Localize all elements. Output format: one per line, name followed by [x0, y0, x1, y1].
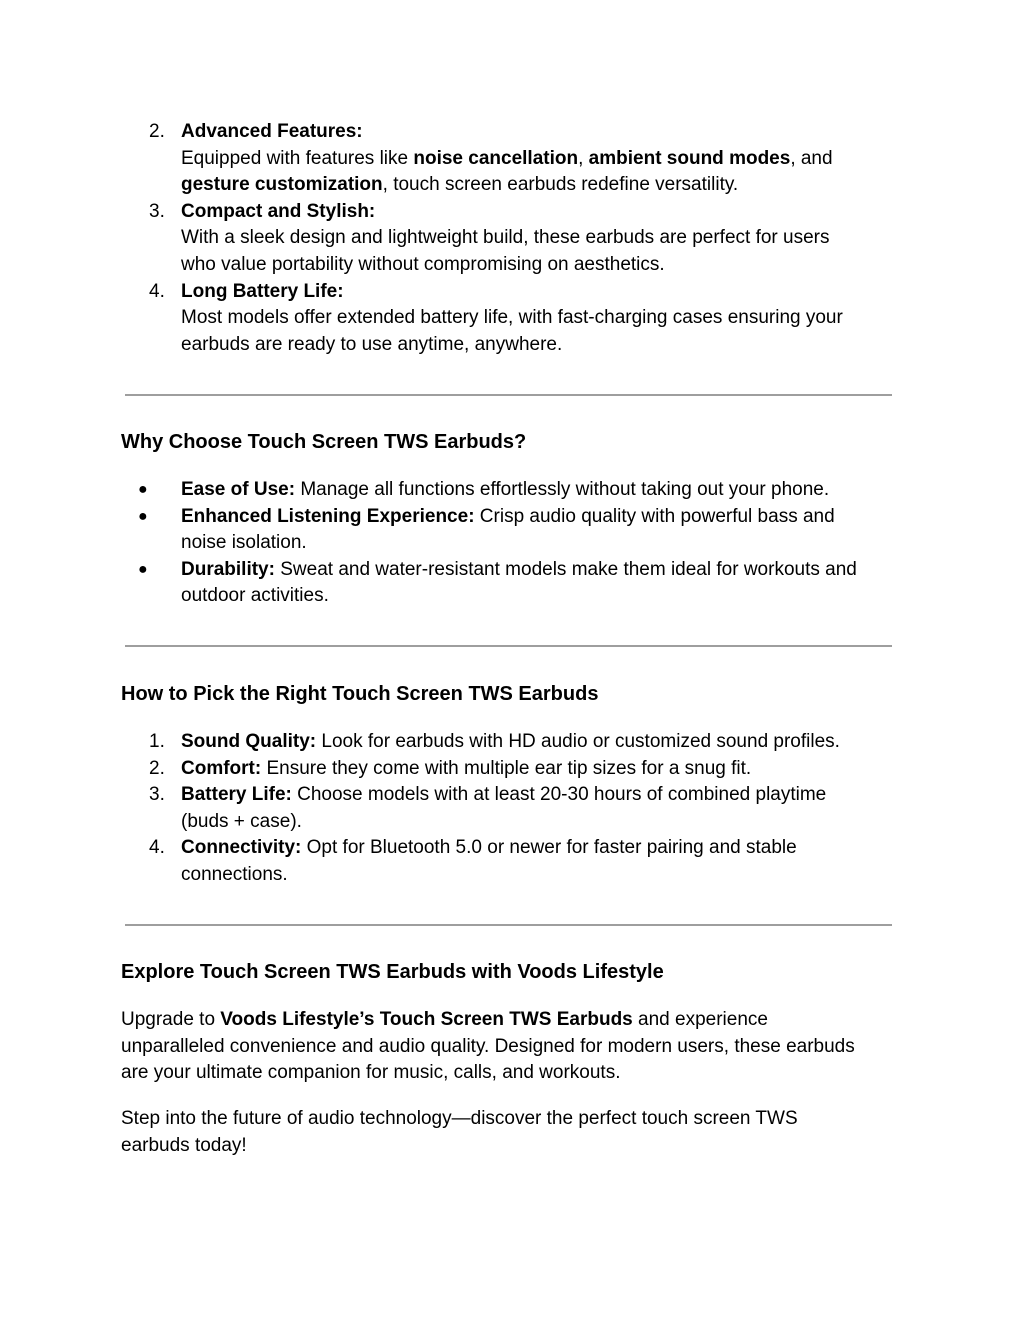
list-item — [121, 557, 901, 610]
item-label: Battery Life: — [181, 784, 292, 806]
paragraph-text: and experience — [632, 1009, 768, 1030]
list-item — [121, 835, 901, 888]
how-to-pick-list — [121, 729, 901, 889]
list-item — [121, 782, 901, 835]
feature-text: who value portability without compromising on aesthetics. — [181, 253, 665, 275]
list-item — [121, 729, 901, 756]
bullet-icon: ● — [138, 507, 148, 525]
list-number: 4. — [149, 837, 165, 859]
list-item — [121, 756, 901, 783]
feature-bold-text: ambient sound modes — [588, 147, 791, 169]
feature-title: Advanced Features: — [181, 121, 363, 142]
feature-bold-text: gesture customization — [181, 174, 383, 196]
feature-text: Equipped with features like — [181, 147, 414, 169]
horizontal-divider — [125, 924, 892, 926]
feature-text: earbuds are ready to use anytime, anywhere. — [181, 333, 563, 355]
item-label: Connectivity: — [181, 837, 302, 859]
item-label: Enhanced Listening Experience: — [181, 505, 475, 527]
feature-title: Long Battery Life: — [181, 280, 344, 302]
section-heading: Explore Touch Screen TWS Earbuds with Voods Lifestyle — [121, 961, 664, 983]
feature-text: Most models offer extended battery life, with fast-charging cases ensuring your — [181, 307, 843, 329]
list-number: 1. — [149, 731, 165, 752]
feature-text: With a sleek design and lightweight build, these earbuds are perfect for users — [181, 227, 830, 249]
item-label: Durability: — [181, 558, 275, 580]
item-text: (buds + case). — [181, 810, 302, 832]
list-number: 3. — [149, 784, 165, 806]
section-heading: How to Pick the Right Touch Screen TWS Earbuds — [121, 683, 599, 705]
paragraph-text: Upgrade to — [121, 1009, 221, 1030]
list-number: 4. — [149, 280, 165, 302]
list-number: 2. — [149, 757, 165, 779]
item-text: Ensure they come with multiple ear tip sizes for a snug fit. — [261, 757, 752, 779]
item-text: Sweat and water-resistant models make them ideal for workouts and — [274, 558, 857, 580]
closing-paragraph — [121, 1106, 901, 1159]
item-text: Crisp audio quality with powerful bass and — [474, 505, 835, 527]
bullet-icon: ● — [138, 560, 148, 578]
item-label: Ease of Use: — [181, 479, 296, 500]
item-text: Choose models with at least 20-30 hours of combined playtime — [291, 784, 827, 806]
feature-bold-text: noise cancellation — [413, 147, 579, 169]
item-label: Sound Quality: — [181, 731, 317, 752]
item-label: Comfort: — [181, 757, 262, 779]
section-heading: Why Choose Touch Screen TWS Earbuds? — [121, 431, 527, 453]
features-list — [121, 119, 901, 358]
feature-text: , and — [790, 147, 833, 169]
feature-title: Compact and Stylish: — [181, 200, 376, 222]
list-item — [121, 119, 901, 199]
item-text: Opt for Bluetooth 5.0 or newer for faster pairing and stable — [301, 837, 797, 859]
list-item — [121, 279, 901, 359]
list-number: 3. — [149, 200, 165, 222]
feature-text: , touch screen earbuds redefine versatility. — [382, 174, 739, 196]
explore-paragraph — [121, 1007, 901, 1087]
list-item — [121, 199, 901, 279]
item-text: outdoor activities. — [181, 585, 329, 607]
horizontal-divider — [125, 645, 892, 647]
paragraph-text: earbuds today! — [121, 1134, 247, 1156]
feature-text: , — [578, 147, 589, 169]
paragraph-text: Step into the future of audio technology—discover the perfect touch screen TWS — [121, 1108, 798, 1129]
list-item — [121, 504, 901, 557]
bullet-icon: ● — [138, 481, 148, 498]
list-item — [121, 477, 901, 504]
item-text: connections. — [181, 863, 288, 885]
why-choose-list — [121, 477, 901, 610]
brand-product-name: Voods Lifestyle’s Touch Screen TWS Earbuds — [220, 1009, 633, 1030]
item-text: Manage all functions effortlessly without taking out your phone. — [295, 479, 830, 500]
item-text: Look for earbuds with HD audio or customized sound profiles. — [316, 731, 840, 752]
paragraph-text: unparalleled convenience and audio quality. Designed for modern users, these earbuds — [121, 1035, 855, 1057]
horizontal-divider — [125, 394, 892, 396]
paragraph-text: are your ultimate companion for music, calls, and workouts. — [121, 1062, 621, 1084]
item-text: noise isolation. — [181, 532, 307, 554]
list-number: 2. — [149, 121, 165, 142]
